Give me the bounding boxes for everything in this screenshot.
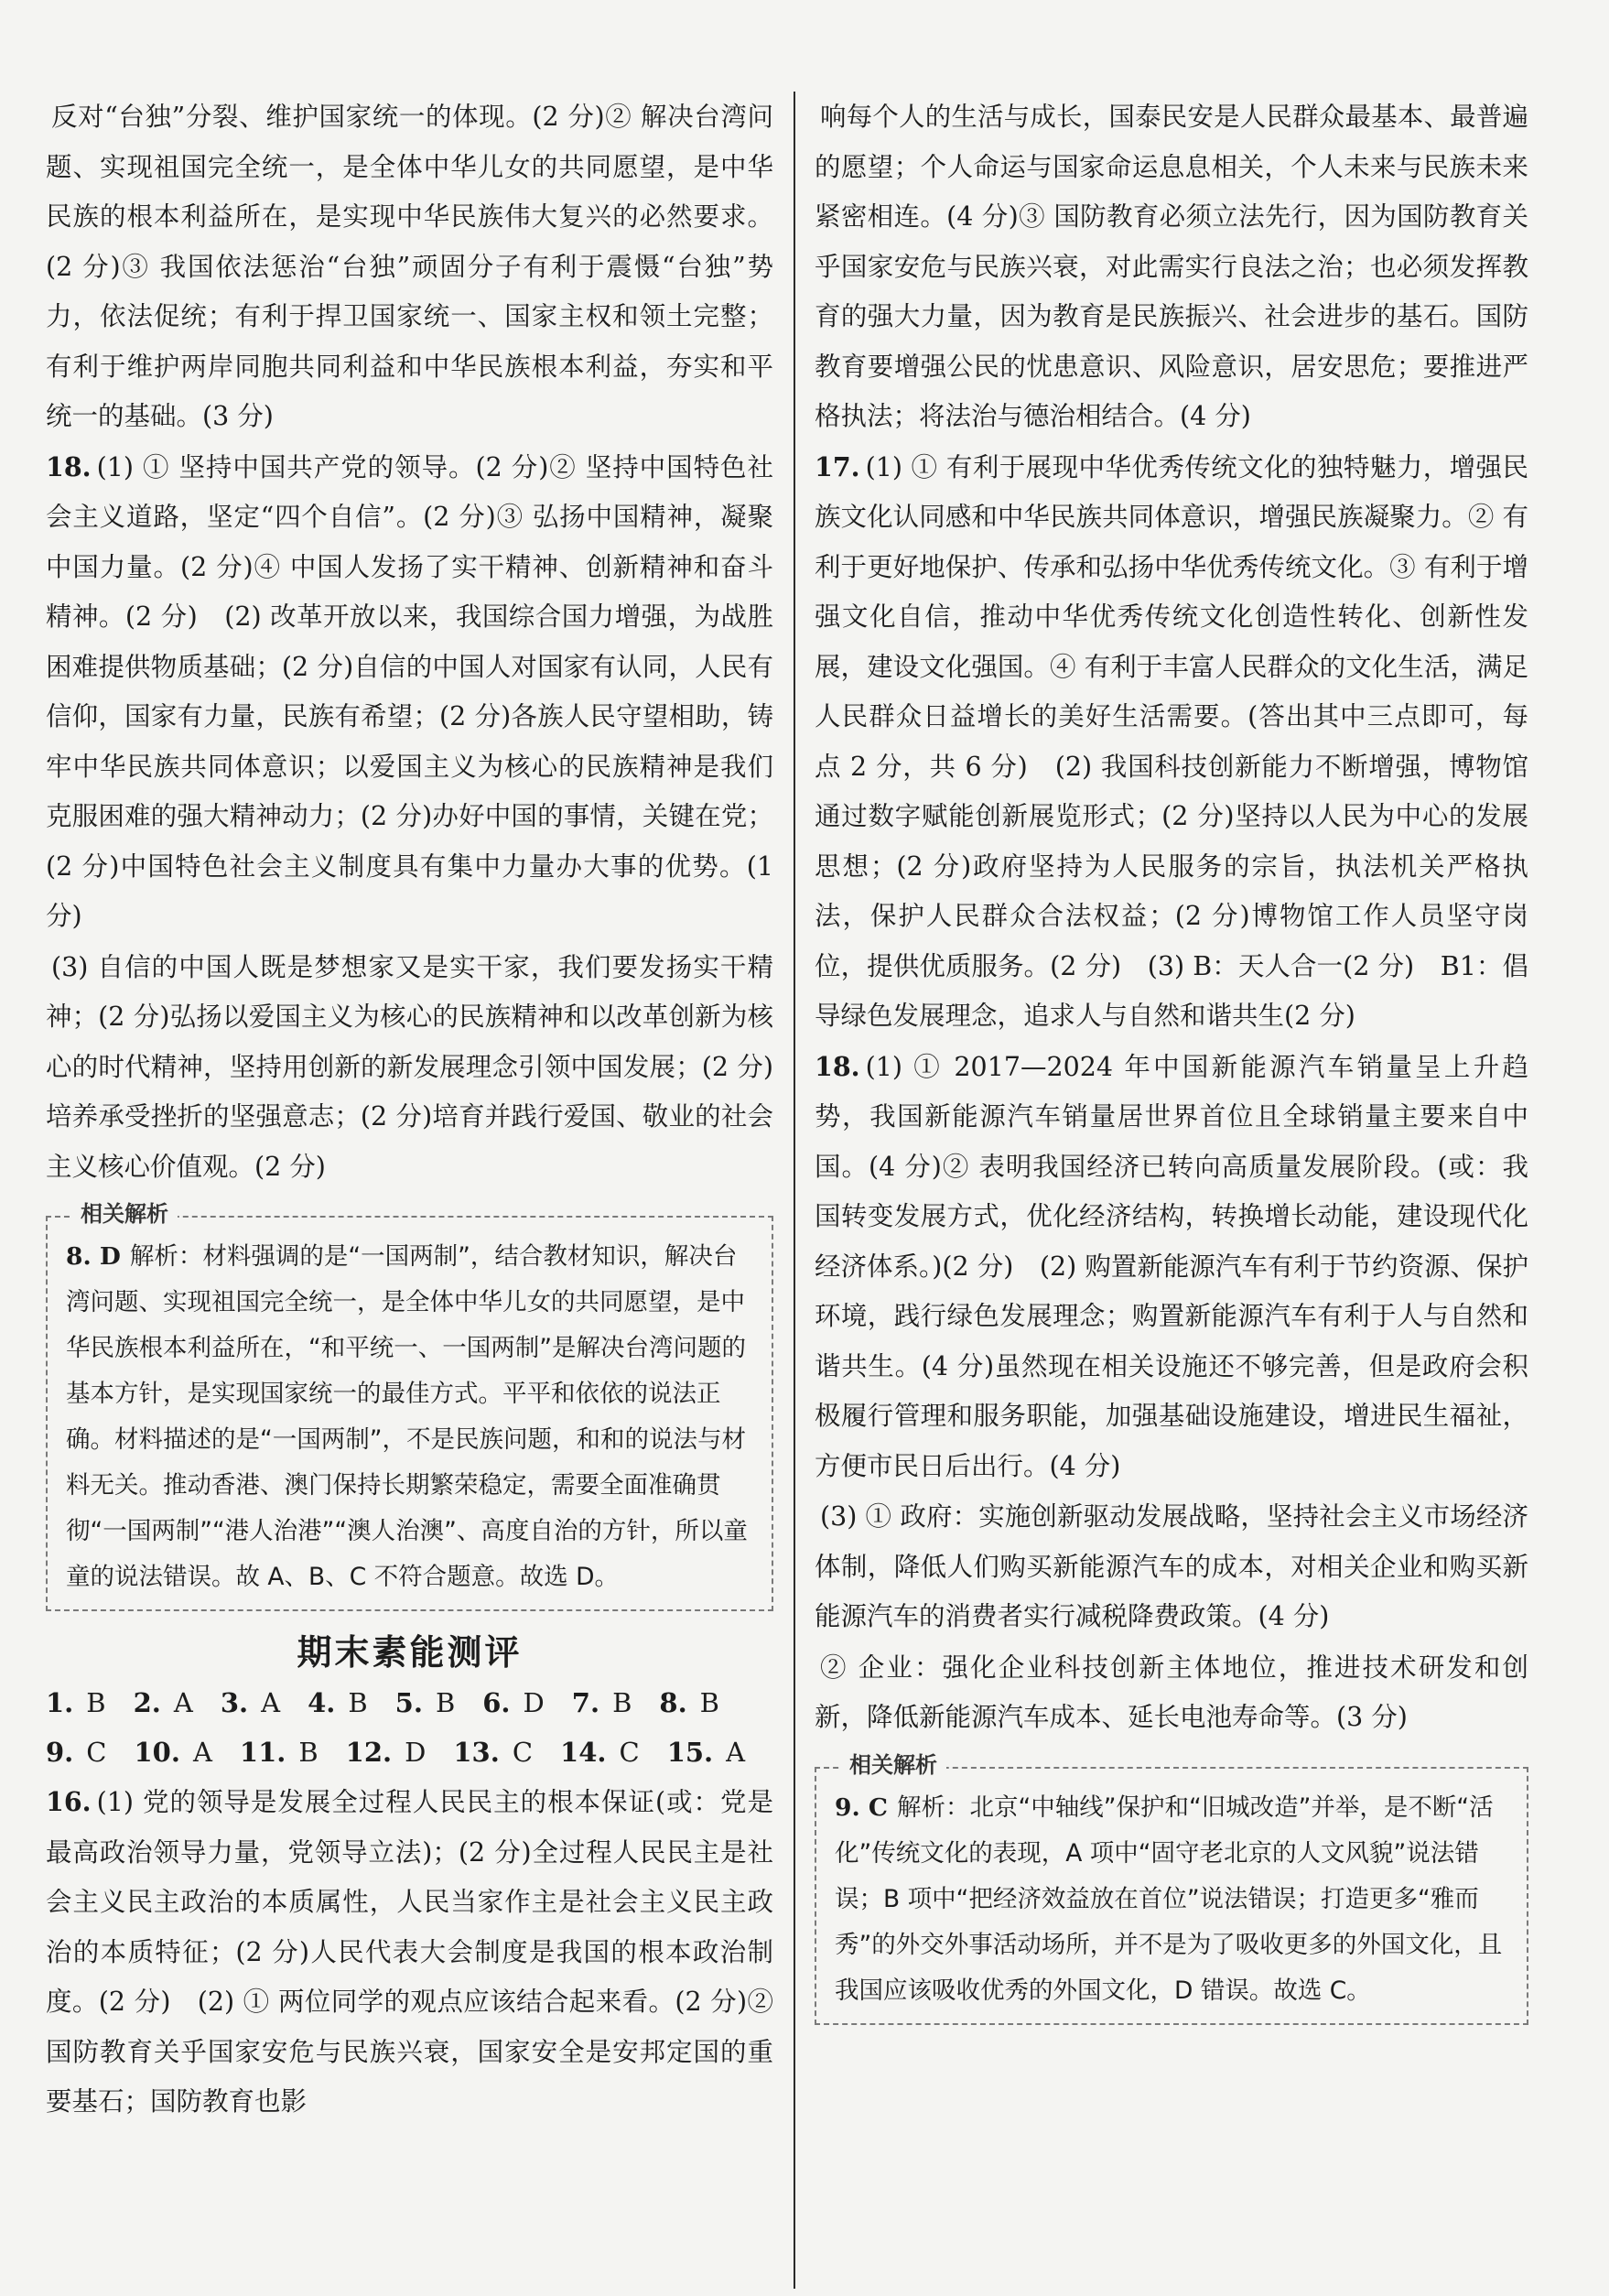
analysis-text: 9. C 解析：北京“中轴线”保护和“旧城改造”并举，是不断“活化”传统文化的表现，A 项中“固守老北京的人文风貌”说法错误；B 项中“把经济效益放在首位”说法错误；打造更多“雅而秀”的外交外事活动场所，并不是为了吸收更多的外国文化，且我国应该吸收优秀的外国文化，D 错误。故选 C。 (835, 1792, 1503, 2005)
paragraph-q18: 18. (1) ① 坚持中国共产党的领导。(2 分)② 坚持中国特色社会主义道路，坚定“四个自信”。(2 分)③ 弘扬中国精神，凝聚中国力量。(2 分)④ 中国人发扬了实干精神、创新精神和奋斗精神。(2 分) (2) 改革开放以来，我国综合国力增强，为战胜困难提供物质基础；(2 分)自信的中国人对国家有认同，人民有信仰，国家有力量，民族有希望；(2 分)各族人民守望相助，铸牢中华民族共同体意识；以爱国主义为核心的民族精神是我们克服困难的强大精神动力；(2 分)办好中国的事情，关键在党；(2 分)中国特色社会主义制度具有集中力量办大事的优势。(1 分) (46, 450, 773, 931)
answer-item: 3. A (220, 1687, 281, 1718)
answer-item: 6. D (482, 1687, 545, 1718)
answer-item: 11. B (239, 1737, 319, 1768)
paragraph: 响每个人的生活与成长，国泰民安是人民群众最基本、最普遍的愿望；个人命运与国家命运息息相关，个人未来与民族未来紧密相连。(4 分)③ 国防教育必须立法先行，因为国防教育关乎国家安危与民族兴衰，对此需实行良法之治；也必须发挥教育的强大力量，因为教育是民族振兴、社会进步的基石。国防教育要增强公民的忧患意识、风险意识，居安思危；要推进严格执法；将法治与德治相结合。(4 分) (815, 102, 1528, 431)
analysis-text: 8. D 解析：材料强调的是“一国两制”，结合教材知识，解决台湾问题、实现祖国完全统一，是全体中华儿女的共同愿望，是中华民族根本利益所在，“和平统一、一国两制”是解决台湾问题的基本方针，是实现国家统一的最佳方式。平平和依依的说法正确。材料描述的是“一国两制”，不是民族问题，和和的说法与材料无关。推动香港、澳门保持长期繁荣稳定，需要全面准确贯彻“一国两制”“港人治港”“澳人治澳”、高度自治的方针，所以童童的说法错误。故 A、B、C 不符合题意。故选 D。 (66, 1242, 748, 1591)
answer-item: 13. C (453, 1737, 534, 1768)
paragraph: (3) 自信的中国人既是梦想家又是实干家，我们要发扬实干精神；(2 分)弘扬以爱国主义为核心的民族精神和以改革创新为核心的时代精神，坚持用创新的新发展理念引领中国发展；(2 分)培养承受挫折的坚强意志；(2 分)培育并践行爱国、敬业的社会主义核心价值观。(2 分) (46, 951, 773, 1182)
answer-item: 14. C (560, 1737, 640, 1768)
analysis-tag: 相关解析 (71, 1196, 178, 1228)
paragraph-q17: 17. (1) ① 有利于展现中华优秀传统文化的独特魅力，增强民族文化认同感和中华民族共同体意识，增强民族凝聚力。② 有利于更好地保护、传承和弘扬中华优秀传统文化。③ 有利于增强文化自信，推动中华优秀传统文化创造性转化、创新性发展，建设文化强国。④ 有利于丰富人民群众的文化生活，满足人民群众日益增长的美好生活需要。(答出其中三点即可，每点 2 分，共 6 分) (2) 我国科技创新能力不断增强，博物馆通过数字赋能创新展览形式；(2 分)坚持以人民为中心的发展思想；(2 分)政府坚持为人民服务的宗旨，执法机关严格执法，保护人民群众合法权益；(2 分)博物馆工作人员坚守岗位，提供优质服务。(2 分) (3) B：天人合一(2 分) B1：倡导绿色发展理念，追求人与自然和谐共生(2 分) (815, 450, 1528, 1031)
left-paragraphs-top (46, 92, 773, 1192)
answer-item: 7. B (571, 1687, 632, 1718)
answer-row (46, 1727, 773, 1777)
paragraph-q18: 18. (1) ① 2017—2024 年中国新能源汽车销量呈上升趋势，我国新能源汽车销量居世界首位且全球销量主要来自中国。(4 分)② 表明我国经济已转向高质量发展阶段。(或：我国转变发展方式，优化经济结构，转换增长动能，建设现代化经济体系。)(2 分) (2) 购置新能源汽车有利于节约资源、保护环境，践行绿色发展理念；购置新能源汽车有利于人与自然和谐共生。(4 分)虽然现在相关设施还不够完善，但是政府会积极履行管理和服务职能，加强基础设施建设，增进民生福祉，方便市民日后出行。(4 分) (815, 1050, 1528, 1481)
answer-item: 4. B (308, 1687, 368, 1718)
left-column (46, 92, 773, 2128)
paragraph-q16: 16. (1) 党的领导是发展全过程人民民主的根本保证(或：党是最高政治领导力量，党领导立法)；(2 分)全过程人民民主是社会主义民主政治的本质属性，人民当家作主是社会主义民主政治的本质特征；(2 分)人民代表大会制度是我国的根本政治制度。(2 分) (2) ① 两位同学的观点应该结合起来看。(2 分)② 国防教育关乎国家安危与民族兴衰，国家安全是安邦定国的重要基石；国防教育也影 (46, 1786, 773, 2117)
answer-item: 5. B (394, 1687, 456, 1718)
answer-item: 10. A (134, 1737, 212, 1768)
answer-item: 9. C (46, 1737, 107, 1768)
answer-key (46, 1678, 773, 1777)
column-divider (794, 92, 795, 2289)
analysis-box (46, 1201, 773, 1611)
right-column (815, 92, 1528, 2038)
paragraph: 反对“台独”分裂、维护国家统一的体现。(2 分)② 解决台湾问题、实现祖国完全统一，是全体中华儿女的共同愿望，是中华民族的根本利益所在，是实现中华民族伟大复兴的必然要求。(2 分)③ 我国依法惩治“台独”顽固分子有利于震慑“台独”势力，依法促统；有利于捍卫国家统一、国家主权和领土完整；有利于维护两岸同胞共同利益和中华民族根本利益，夯实和平统一的基础。(3 分) (46, 102, 773, 431)
paragraph: ② 企业：强化企业科技创新主体地位，推进技术研发和创新，降低新能源汽车成本、延长电池寿命等。(3 分) (815, 1652, 1528, 1732)
answer-row (46, 1678, 773, 1727)
left-paragraphs-bottom (46, 1777, 773, 2128)
right-paragraphs (815, 92, 1528, 1743)
section-title: 期末素能测评 (297, 1632, 523, 1673)
answer-item: 15. A (666, 1737, 746, 1768)
analysis-box (815, 1751, 1528, 2025)
answer-item: 12. D (345, 1737, 427, 1768)
answer-item: 8. B (659, 1687, 719, 1718)
answer-item: 1. B (46, 1687, 106, 1718)
paragraph: (3) ① 政府：实施创新驱动发展战略，坚持社会主义市场经济体制，降低人们购买新能源汽车的成本，对相关企业和购买新能源汽车的消费者实行减税降费政策。(4 分) (815, 1501, 1528, 1631)
analysis-tag: 相关解析 (840, 1747, 946, 1779)
answer-item: 2. A (133, 1687, 193, 1718)
